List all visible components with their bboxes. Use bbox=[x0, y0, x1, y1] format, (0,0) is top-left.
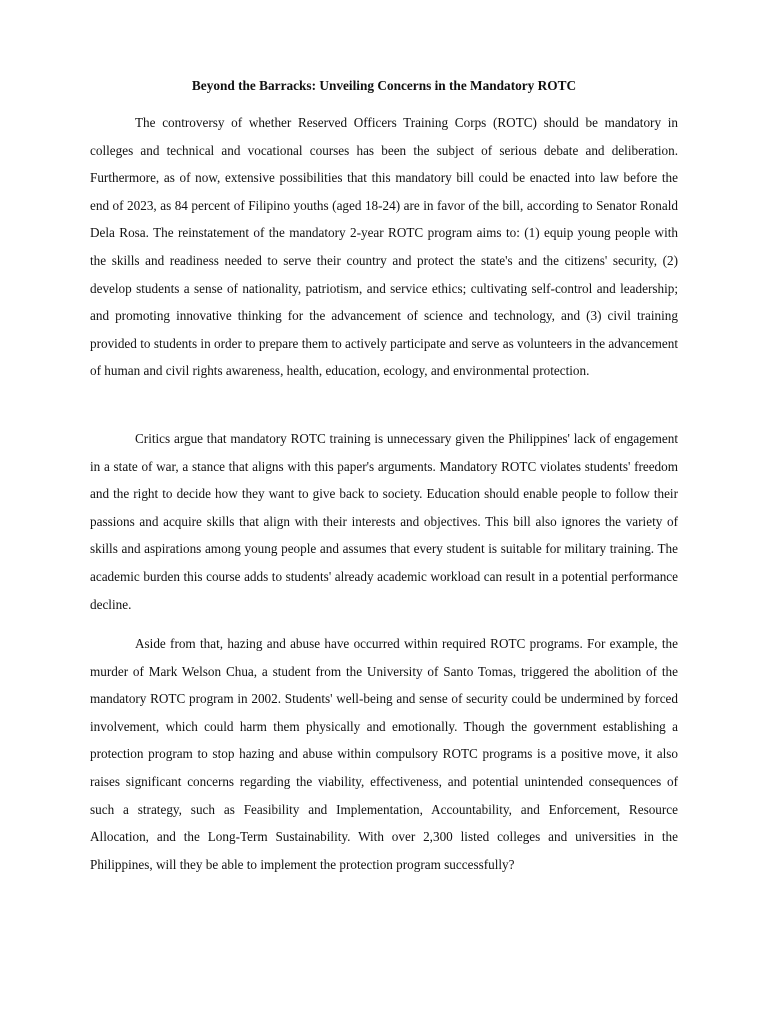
paragraph-3: Aside from that, hazing and abuse have occurred within required ROTC programs. For example, the murder of Mark Welson Chua, a student from the University of Santo Tomas, triggered the abolition of the mandatory ROTC program in 2002. Students' well-being and sense of security could be undermined by forced involvement, which could harm them physically and emotionally. Though the government establishing a protection program to stop hazing and abuse within compulsory ROTC programs is a positive move, it also raises significant concerns regarding the viability, effectiveness, and potential unintended consequences of such a strategy, such as Feasibility and Implementation, Accountability, and Enforcement, Resource Allocation, and the Long-Term Sustainability. With over 2,300 listed colleges and universities in the Philippines, will they be able to implement the protection program successfully? bbox=[90, 636, 678, 872]
paragraph-1: The controversy of whether Reserved Officers Training Corps (ROTC) should be mandatory in colleges and technical and vocational courses has been the subject of serious debate and deliberation. Furthermore, as of now, extensive possibilities that this mandatory bill could be enacted into law before the end of 2023, as 84 percent of Filipino youths (aged 18-24) are in favor of the bill, according to Senator Ronald Dela Rosa. The reinstatement of the mandatory 2-year ROTC program aims to: (1) equip young people with the skills and readiness needed to serve their country and protect the state's and the citizens' security, (2) develop students a sense of nationality, patriotism, and service ethics; cultivating self-control and leadership; and promoting innovative thinking for the advancement of science and technology, and (3) civil training provided to students in order to prepare them to actively participate and serve as volunteers in the advancement of human and civil rights awareness, health, education, ecology, and environmental protection. bbox=[90, 115, 678, 379]
document-title: Beyond the Barracks: Unveiling Concerns in the Mandatory ROTC bbox=[191, 78, 577, 93]
paragraph-2: Critics argue that mandatory ROTC training is unnecessary given the Philippines' lack of engagement in a state of war, a stance that aligns with this paper's arguments. Mandatory ROTC violates students' freedom and the right to decide how they want to give back to society. Education should enable people to follow their passions and acquire skills that align with their interests and objectives. This bill also ignores the variety of skills and aspirations among young people and assumes that every student is suitable for military training. The academic burden this course adds to students' already academic workload can result in a potential performance decline. bbox=[90, 431, 678, 612]
